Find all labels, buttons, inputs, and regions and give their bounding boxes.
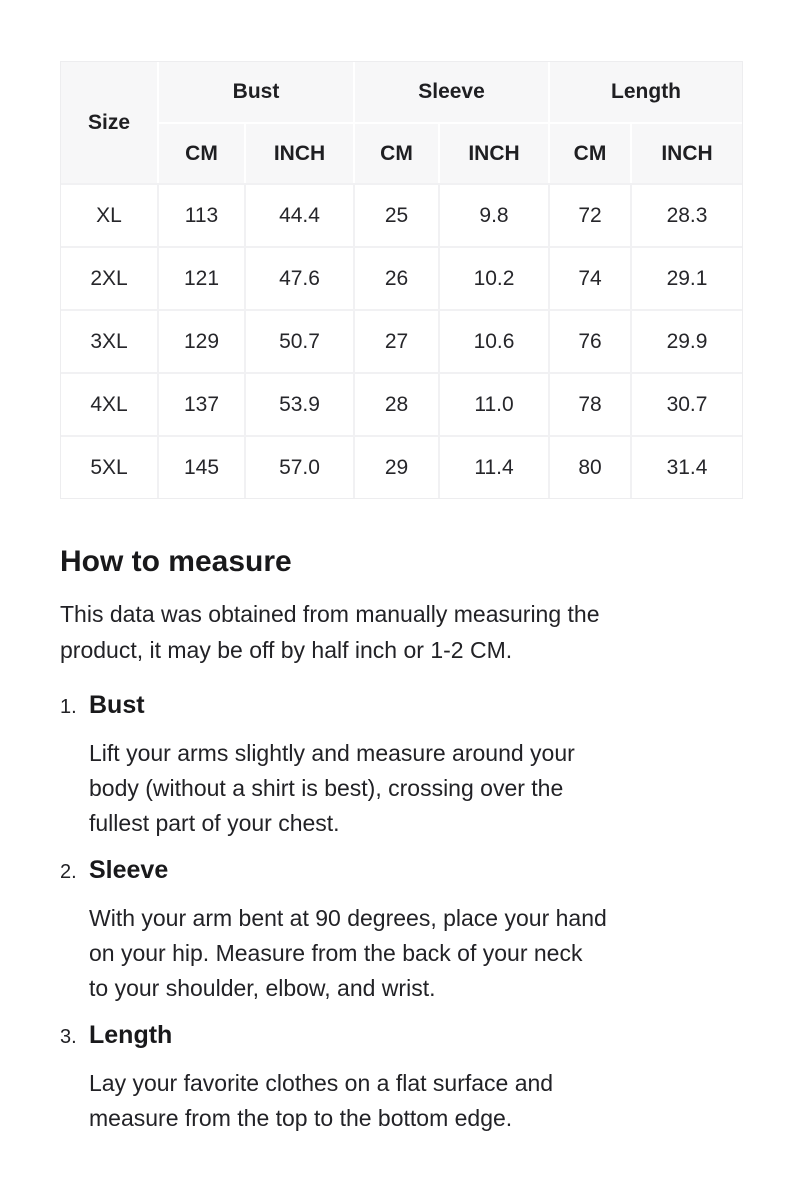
length-cm-header: CM (548, 122, 630, 183)
length-group-header: Length (548, 62, 742, 122)
table-row (61, 309, 742, 372)
value-cell: 113 (157, 183, 244, 246)
table-unit-header-row (61, 122, 742, 183)
value-cell: 9.8 (438, 183, 548, 246)
step-title: Bust (89, 691, 145, 719)
step-header (60, 690, 740, 722)
step-sleeve (60, 855, 740, 1006)
size-cell: 3XL (61, 309, 157, 372)
value-cell: 25 (353, 183, 438, 246)
table-row (61, 372, 742, 435)
bust-cm-header: CM (157, 122, 244, 183)
step-title: Length (89, 1021, 173, 1049)
value-cell: 28 (353, 372, 438, 435)
value-cell: 30.7 (630, 372, 742, 435)
step-number: 3. (60, 1026, 77, 1048)
step-number: 1. (60, 696, 77, 718)
size-chart-table (60, 61, 743, 499)
value-cell: 27 (353, 309, 438, 372)
step-line: fullest part of your chest. (89, 810, 340, 836)
value-cell: 28.3 (630, 183, 742, 246)
table-row (61, 183, 742, 246)
sleeve-group-header: Sleeve (353, 62, 548, 122)
size-cell: 2XL (61, 246, 157, 309)
intro-line: product, it may be off by half inch or 1-2 CM. (60, 637, 513, 663)
step-description (89, 901, 740, 1006)
value-cell: 26 (353, 246, 438, 309)
value-cell: 11.4 (438, 435, 548, 498)
size-cell: 4XL (61, 372, 157, 435)
size-cell: XL (61, 183, 157, 246)
size-cell: 5XL (61, 435, 157, 498)
value-cell: 80 (548, 435, 630, 498)
value-cell: 31.4 (630, 435, 742, 498)
value-cell: 57.0 (244, 435, 353, 498)
step-line: Lay your favorite clothes on a flat surface and (89, 1070, 554, 1096)
length-inch-header: INCH (630, 122, 742, 183)
sleeve-cm-header: CM (353, 122, 438, 183)
value-cell: 10.6 (438, 309, 548, 372)
value-cell: 53.9 (244, 372, 353, 435)
value-cell: 129 (157, 309, 244, 372)
size-column-header: Size (61, 62, 157, 183)
how-to-measure-heading: How to measure (60, 545, 292, 578)
step-line: on your hip. Measure from the back of your neck (89, 940, 583, 966)
step-number: 2. (60, 861, 77, 883)
step-line: body (without a shirt is best), crossing over the (89, 775, 564, 801)
value-cell: 11.0 (438, 372, 548, 435)
value-cell: 29 (353, 435, 438, 498)
value-cell: 145 (157, 435, 244, 498)
step-bust (60, 690, 740, 841)
measure-intro-paragraph (60, 596, 740, 668)
measure-steps-list (60, 690, 740, 1136)
value-cell: 29.9 (630, 309, 742, 372)
intro-line: This data was obtained from manually measuring the (60, 601, 600, 627)
value-cell: 10.2 (438, 246, 548, 309)
value-cell: 78 (548, 372, 630, 435)
value-cell: 29.1 (630, 246, 742, 309)
value-cell: 72 (548, 183, 630, 246)
value-cell: 44.4 (244, 183, 353, 246)
step-line: measure from the top to the bottom edge. (89, 1105, 513, 1131)
table-row (61, 435, 742, 498)
bust-inch-header: INCH (244, 122, 353, 183)
value-cell: 50.7 (244, 309, 353, 372)
value-cell: 137 (157, 372, 244, 435)
step-line: With your arm bent at 90 degrees, place your hand (89, 905, 607, 931)
step-header (60, 1020, 740, 1052)
step-line: to your shoulder, elbow, and wrist. (89, 975, 436, 1001)
bust-group-header: Bust (157, 62, 353, 122)
value-cell: 74 (548, 246, 630, 309)
sleeve-inch-header: INCH (438, 122, 548, 183)
step-header (60, 855, 740, 887)
step-length (60, 1020, 740, 1136)
step-description (89, 1066, 740, 1136)
value-cell: 47.6 (244, 246, 353, 309)
table-group-header-row (61, 62, 742, 122)
value-cell: 76 (548, 309, 630, 372)
value-cell: 121 (157, 246, 244, 309)
table-row (61, 246, 742, 309)
step-line: Lift your arms slightly and measure around your (89, 740, 575, 766)
step-title: Sleeve (89, 856, 169, 884)
step-description (89, 736, 740, 841)
